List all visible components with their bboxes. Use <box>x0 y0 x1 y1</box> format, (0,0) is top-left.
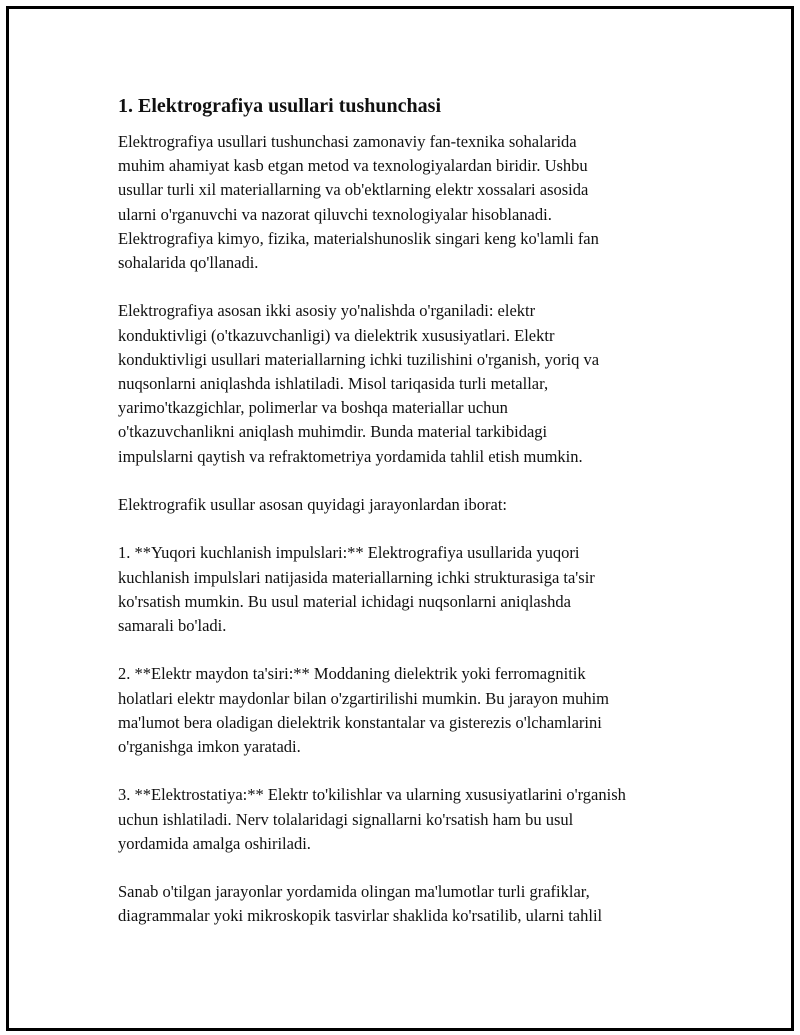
text-line: konduktivligi usullari materiallarning ichki tuzilishini o'rganish, yoriq va <box>118 349 600 369</box>
text-line: ularni o'rganuvchi va nazorat qiluvchi texnologiyalar hisoblanadi. <box>118 204 552 224</box>
text-line: 3. **Elektrostatiya:** Elektr to'kilishlar va ularning xususiyatlarini o'rganish <box>118 785 626 805</box>
text-line: o'tkazuvchanlikni aniqlash muhimdir. Bunda material tarkibidagi <box>118 422 548 442</box>
text-line: muhim ahamiyat kasb etgan metod va texnologiyalardan biridir. Ushbu <box>118 156 588 176</box>
text-line: ma'lumot bera oladigan dielektrik konstantalar va gisterezis o'lchamlarini <box>118 712 602 732</box>
text-line: ko'rsatish mumkin. Bu usul material ichidagi nuqsonlarni aniqlashda <box>118 591 571 611</box>
paragraph-intro <box>118 130 698 275</box>
text-line: impulslarni qaytish va refraktometriya yordamida tahlil etish mumkin. <box>118 446 583 466</box>
paragraph-processes-intro <box>118 493 698 517</box>
text-line: o'rganishga imkon yaratadi. <box>118 737 301 757</box>
text-line: konduktivligi (o'tkazuvchanligi) va dielektrik xususiyatlari. Elektr <box>118 325 555 345</box>
text-line: samarali bo'ladi. <box>118 616 227 636</box>
text-line: holatlari elektr maydonlar bilan o'zgartirilishi mumkin. Bu jarayon muhim <box>118 688 609 708</box>
text-line: yarimo'tkazgichlar, polimerlar va boshqa materiallar uchun <box>118 398 508 418</box>
text-line: Elektrografiya usullari tushunchasi zamonaviy fan-texnika sohalarida <box>118 132 577 151</box>
text-line: sohalarida qo'llanadi. <box>118 253 259 273</box>
text-line: usullar turli xil materiallarning va ob'ektlarning elektr xossalari asosida <box>118 180 589 200</box>
text-line: uchun ishlatiladi. Nerv tolalaridagi signallarni ko'rsatish ham bu usul <box>118 809 574 829</box>
text-line: yordamida amalga oshiriladi. <box>118 833 311 853</box>
list-item-3 <box>118 783 698 856</box>
text-line: Elektrografiya asosan ikki asosiy yo'nalishda o'rganiladi: elektr <box>118 301 536 321</box>
text-line: diagrammalar yoki mikroskopik tasvirlar shaklida ko'rsatilib, ularni tahlil <box>118 906 603 926</box>
paragraph-conclusion <box>118 880 698 928</box>
text-line: Sanab o'tilgan jarayonlar yordamida olingan ma'lumotlar turli grafiklar, <box>118 882 590 902</box>
text-line: Elektrografik usullar asosan quyidagi jarayonlardan iborat: <box>118 495 507 515</box>
section-heading: 1. Elektrografiya usullari tushunchasi <box>118 95 442 117</box>
text-line: 2. **Elektr maydon ta'siri:** Moddaning dielektrik yoki ferromagnitik <box>118 664 586 684</box>
document-body <box>118 92 698 953</box>
paragraph-directions <box>118 299 698 468</box>
list-item-1 <box>118 541 698 638</box>
list-item-2 <box>118 662 698 759</box>
text-line: Elektrografiya kimyo, fizika, materialshunoslik singari keng ko'lamli fan <box>118 228 599 248</box>
text-line: kuchlanish impulslari natijasida materiallarning ichki strukturasiga ta'sir <box>118 567 595 587</box>
text-line: 1. **Yuqori kuchlanish impulslari:** Elektrografiya usullarida yuqori <box>118 543 580 563</box>
text-line: nuqsonlarni aniqlashda ishlatiladi. Misol tariqasida turli metallar, <box>118 374 549 394</box>
